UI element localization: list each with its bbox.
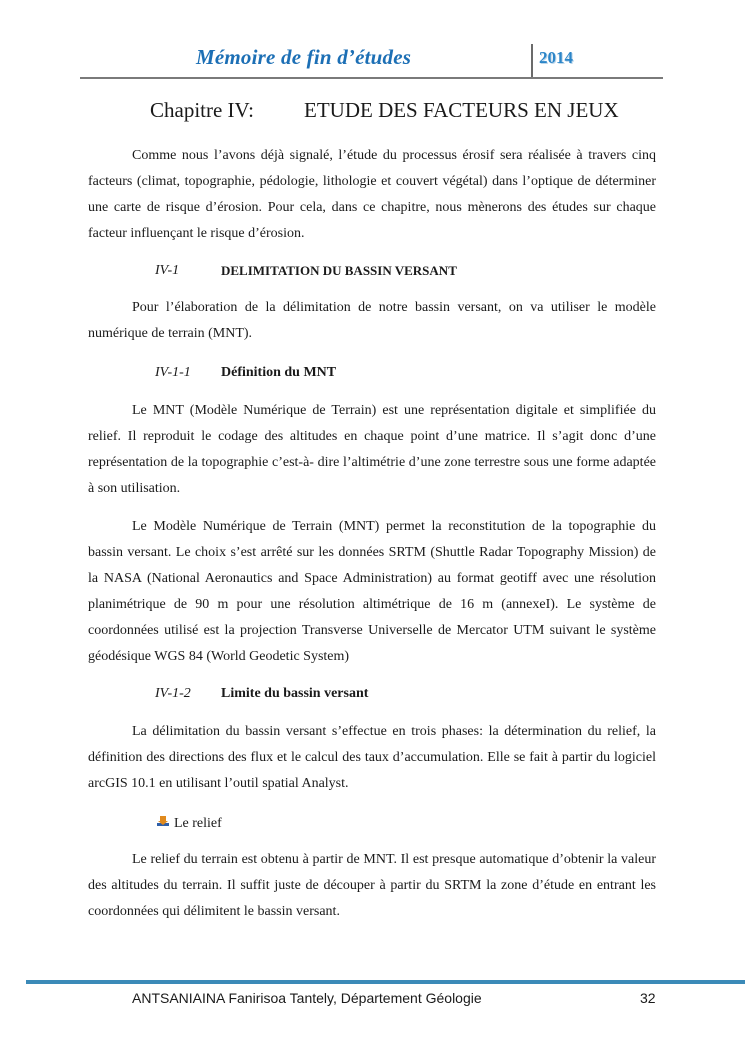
section-iv-1	[155, 263, 457, 279]
section-iv-1-2	[155, 686, 369, 702]
bullet-label: Le relief	[174, 816, 222, 831]
intro-paragraph	[88, 143, 656, 247]
relief-paragraph	[88, 847, 656, 925]
mnt-definition-paragraph	[88, 398, 656, 502]
section-number: IV-1	[155, 263, 180, 278]
section-iv-1-paragraph	[88, 295, 656, 347]
footer-author: ANTSANIAINA Fanirisoa Tantely, Département Géologie	[132, 990, 482, 1006]
footer-rule	[26, 980, 745, 984]
mnt-reconstitution-text: Le Modèle Numérique de Terrain (MNT) permet la reconstitution de la topographie du bassin versant. Le choix s’est arrêté sur les données SRTM (Shuttle Radar Topography Mission) de la NASA (National Aeronautics and Space Administration) au format geotiff avec une résolution planimétrique de 90 m pour une résolution altimétrique de 16 m (annexeI). Le système de coordonnées utilisé est la projection Transverse Universelle de Mercator UTM suivant le système géodésique WGS 84 (World Geodetic System)	[88, 519, 656, 664]
section-title: Limite du bassin versant	[221, 686, 369, 701]
header-rule	[80, 77, 663, 79]
chapter-heading	[150, 98, 619, 123]
chapter-label: Chapitre IV:	[150, 98, 254, 122]
section-iv-1-1	[155, 365, 337, 381]
intro-text: Comme nous l’avons déjà signalé, l’étude du processus érosif sera réalisée à travers cinq facteurs (climat, topographie, pédologie, lithologie et couvert végétal) dans l’optique de déterminer une carte de risque d’érosion. Pour cela, dans ce chapitre, nous mènerons des études sur chaque facteur influençant le risque d’érosion.	[88, 148, 656, 241]
section-iv-1-text: Pour l’élaboration de la délimitation de notre bassin versant, on va utiliser le modèle numérique de terrain (MNT).	[88, 300, 656, 341]
header-year: 2014	[539, 48, 573, 67]
delimitation-paragraph	[88, 719, 656, 797]
bullet-arrow-icon	[156, 815, 170, 829]
section-title: DELIMITATION DU BASSIN VERSANT	[221, 263, 457, 278]
mnt-reconstitution-paragraph	[88, 514, 656, 670]
page-number: 32	[640, 990, 656, 1006]
bullet-item	[156, 815, 222, 832]
relief-text: Le relief du terrain est obtenu à partir de MNT. Il est presque automatique d’obtenir la valeur des altitudes du terrain. Il suffit juste de découper à partir du SRTM la zone d’étude en entrant les coordonnées qui délimitent le bassin versant.	[88, 852, 656, 919]
section-number: IV-1-2	[155, 686, 191, 701]
section-title: Définition du MNT	[221, 365, 337, 380]
delimitation-text: La délimitation du bassin versant s’effectue en trois phases: la détermination du relief, la définition des directions des flux et le calcul des taux d’accumulation. Elle se fait à partir du logiciel arcGIS 10.1 en utilisant l’outil spatial Analyst.	[88, 724, 656, 791]
chapter-title: ETUDE DES FACTEURS EN JEUX	[304, 98, 619, 122]
mnt-definition-text: Le MNT (Modèle Numérique de Terrain) est une représentation digitale et simplifiée du relief. Il reproduit le codage des altitudes en chaque point d’une matrice. Il s’agit donc d’une représentation de la topographie c’est-à- dire l’altimétrie d’une zone terrestre sous une forme adaptée à son utilisation.	[88, 403, 656, 496]
header-divider	[531, 44, 533, 78]
section-number: IV-1-1	[155, 365, 191, 380]
header-title: Mémoire de fin d’études	[196, 45, 412, 69]
